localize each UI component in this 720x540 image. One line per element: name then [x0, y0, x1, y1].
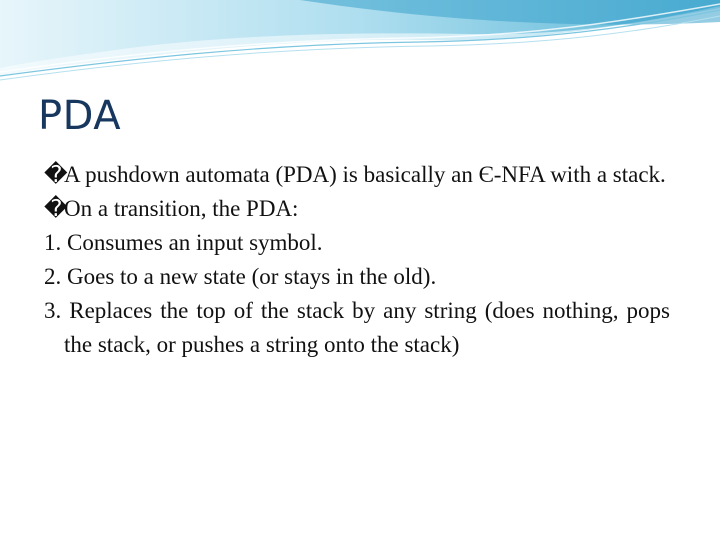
numbered-item: [44, 260, 670, 294]
header-wave-decoration: [0, 0, 720, 90]
paragraph-text: A pushdown automata (PDA) is basically an Є-NFA with a stack.: [64, 162, 666, 187]
paragraph-text: 3. Replaces the top of the stack by any string (does nothing, pops the stack, or pushes a string onto the stack): [44, 298, 670, 357]
paragraph-text: 2. Goes to a new state (or stays in the old).: [44, 264, 437, 289]
bullet-paragraph: [44, 192, 670, 226]
bullet-marker: �: [44, 196, 68, 221]
paragraph-text: On a transition, the PDA:: [64, 196, 299, 221]
bullet-marker: �: [44, 162, 68, 187]
slide-body: [44, 158, 670, 362]
slide-title: PDA: [38, 93, 122, 139]
numbered-item: [44, 226, 670, 260]
paragraph-text: 1. Consumes an input symbol.: [44, 230, 323, 255]
numbered-item: [44, 294, 670, 362]
bullet-paragraph: [44, 158, 670, 192]
